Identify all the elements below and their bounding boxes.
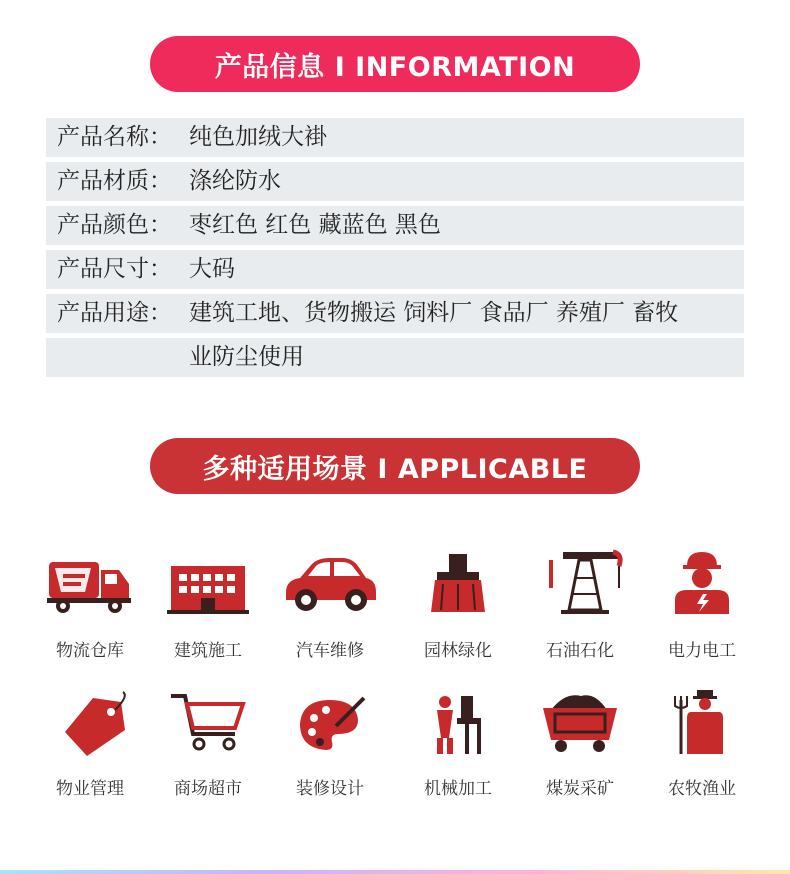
info-label: 产品颜色： (57, 212, 172, 238)
scene-auto-repair (270, 548, 390, 661)
info-row-material (46, 162, 744, 201)
info-label: 产品尺寸： (57, 256, 172, 282)
info-row-usage (46, 294, 744, 333)
truck-icon (45, 548, 135, 618)
info-value: 大码 (189, 256, 235, 282)
farmer-icon (657, 688, 747, 758)
scene-petrochemical (520, 548, 640, 661)
scene-label: 商场超市 (174, 779, 242, 799)
tag-icon (45, 688, 135, 758)
scene-mall (148, 688, 268, 799)
info-value: 纯色加绒大褂 (189, 124, 327, 150)
scene-label: 园林绿化 (424, 641, 492, 661)
mine-cart-icon (535, 688, 625, 758)
palette-icon (280, 688, 380, 758)
scene-mining (520, 688, 640, 799)
shopping-cart-icon (163, 688, 253, 758)
building-icon (163, 548, 253, 618)
info-row-color (46, 206, 744, 245)
car-icon (280, 548, 380, 618)
brush-icon (413, 548, 503, 618)
scene-machining (398, 688, 518, 799)
info-row-usage-continued (46, 338, 744, 377)
info-value: 建筑工地、货物搬运 饲料厂 食品厂 养殖厂 畜牧 (189, 300, 679, 326)
scene-logistics (30, 548, 150, 661)
info-label: 产品材质： (57, 168, 172, 194)
scene-label: 石油石化 (546, 641, 614, 661)
info-value: 业防尘使用 (189, 344, 304, 370)
applicable-header: 多种适用场景 I APPLICABLE (150, 438, 640, 494)
scene-label: 机械加工 (424, 779, 492, 799)
drill-press-icon (413, 688, 503, 758)
scene-construction (148, 548, 268, 661)
scene-label: 汽车维修 (296, 641, 364, 661)
scene-label: 电力电工 (668, 641, 736, 661)
scene-label: 建筑施工 (174, 641, 242, 661)
scene-label: 煤炭采矿 (546, 779, 614, 799)
scene-label: 物流仓库 (56, 641, 124, 661)
bottom-divider (0, 870, 790, 874)
info-label: 产品名称： (57, 124, 172, 150)
electrician-icon (657, 548, 747, 618)
info-row-size (46, 250, 744, 289)
scene-label: 农牧渔业 (668, 779, 736, 799)
oil-pump-icon (535, 548, 625, 618)
info-label: 产品用途： (57, 300, 172, 326)
info-row-name (46, 118, 744, 157)
info-value: 涤纶防水 (189, 168, 281, 194)
scene-decoration (270, 688, 390, 799)
scene-agriculture (642, 688, 762, 799)
scene-property (30, 688, 150, 799)
scene-label: 物业管理 (56, 779, 124, 799)
scene-label: 装修设计 (296, 779, 364, 799)
scene-landscaping (398, 548, 518, 661)
info-value: 枣红色 红色 藏蓝色 黑色 (189, 212, 441, 238)
information-header: 产品信息 I INFORMATION (150, 36, 640, 92)
info-table (46, 118, 744, 377)
scene-electrician (642, 548, 762, 661)
